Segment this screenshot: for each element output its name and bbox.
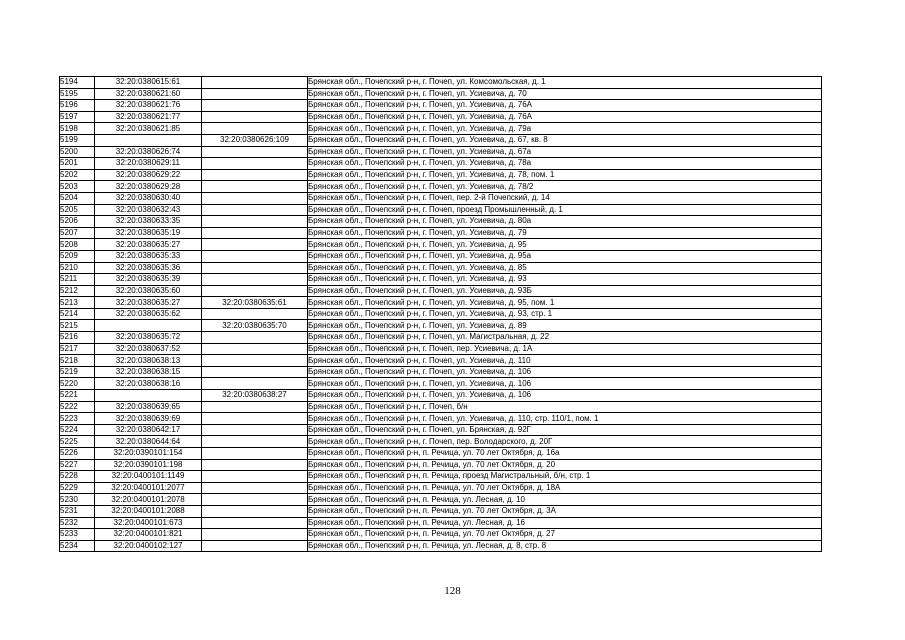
address-cell: Брянская обл., Почепский р-н, п. Речица, ул. Лесная, д. 10 — [308, 494, 822, 506]
address-cell: Брянская обл., Почепский р-н, г. Почеп, ул. Магистральная, д. 22 — [308, 332, 822, 344]
linked-cadastral-number-cell — [202, 448, 308, 460]
linked-cadastral-number-cell — [202, 111, 308, 123]
cadastral-number-cell: 32:20:0400101:673 — [95, 517, 202, 529]
table-row — [60, 332, 822, 344]
row-number-cell: 5210 — [60, 262, 95, 274]
linked-cadastral-number-cell — [202, 181, 308, 193]
table-row — [60, 262, 822, 274]
cadastral-number-cell: 32:20:0400101:2077 — [95, 482, 202, 494]
table-row — [60, 100, 822, 112]
row-number-cell: 5229 — [60, 482, 95, 494]
linked-cadastral-number-cell — [202, 169, 308, 181]
table-row — [60, 181, 822, 193]
linked-cadastral-number-cell — [202, 482, 308, 494]
table-row — [60, 158, 822, 170]
linked-cadastral-number-cell: 32:20:0380638:27 — [202, 390, 308, 402]
linked-cadastral-number-cell — [202, 262, 308, 274]
cadastral-number-cell: 32:20:0380621:77 — [95, 111, 202, 123]
cadastral-number-cell: 32:20:0400101:821 — [95, 529, 202, 541]
row-number-cell: 5230 — [60, 494, 95, 506]
linked-cadastral-number-cell — [202, 505, 308, 517]
cadastral-number-cell: 32:20:0380642:17 — [95, 424, 202, 436]
row-number-cell: 5201 — [60, 158, 95, 170]
table-row — [60, 505, 822, 517]
row-number-cell: 5204 — [60, 192, 95, 204]
cadastral-number-cell: 32:20:0380633:35 — [95, 216, 202, 228]
address-cell: Брянская обл., Почепский р-н, г. Почеп, ул. Усиевича, д. 106 — [308, 366, 822, 378]
cadastral-number-cell — [95, 320, 202, 332]
address-cell: Брянская обл., Почепский р-н, г. Почеп, ул. Усиевича, д. 67а — [308, 146, 822, 158]
address-cell: Брянская обл., Почепский р-н, г. Почеп, ул. Усиевича, д. 95, пом. 1 — [308, 297, 822, 309]
table-row — [60, 413, 822, 425]
cadastral-number-cell: 32:20:0380638:16 — [95, 378, 202, 390]
address-cell: Брянская обл., Почепский р-н, г. Почеп, ул. Усиевича, д. 79 — [308, 227, 822, 239]
table-row — [60, 297, 822, 309]
address-cell: Брянская обл., Почепский р-н, г. Почеп, ул. Усиевича, д. 78/2 — [308, 181, 822, 193]
address-cell: Брянская обл., Почепский р-н, г. Почеп, ул. Усиевича, д. 110 — [308, 355, 822, 367]
row-number-cell: 5196 — [60, 100, 95, 112]
linked-cadastral-number-cell — [202, 355, 308, 367]
table-row — [60, 540, 822, 552]
row-number-cell: 5228 — [60, 471, 95, 483]
linked-cadastral-number-cell — [202, 100, 308, 112]
address-cell: Брянская обл., Почепский р-н, п. Речица, ул. 70 лет Октября, д. 3А — [308, 505, 822, 517]
table-row — [60, 77, 822, 89]
table-row — [60, 482, 822, 494]
table-row — [60, 123, 822, 135]
row-number-cell: 5227 — [60, 459, 95, 471]
address-cell: Брянская обл., Почепский р-н, г. Почеп, ул. Брянская, д. 92Г — [308, 424, 822, 436]
cadastral-number-cell — [95, 134, 202, 146]
cadastral-number-cell: 32:20:0380635:39 — [95, 274, 202, 286]
linked-cadastral-number-cell — [202, 343, 308, 355]
table-row — [60, 111, 822, 123]
row-number-cell: 5219 — [60, 366, 95, 378]
address-cell: Брянская обл., Почепский р-н, п. Речица, проезд Магистральный, б/н, стр. 1 — [308, 471, 822, 483]
row-number-cell: 5224 — [60, 424, 95, 436]
row-number-cell: 5207 — [60, 227, 95, 239]
table-row — [60, 227, 822, 239]
table-row — [60, 471, 822, 483]
linked-cadastral-number-cell — [202, 378, 308, 390]
linked-cadastral-number-cell — [202, 401, 308, 413]
cadastral-number-cell: 32:20:0380635:72 — [95, 332, 202, 344]
linked-cadastral-number-cell — [202, 123, 308, 135]
row-number-cell: 5216 — [60, 332, 95, 344]
linked-cadastral-number-cell — [202, 424, 308, 436]
row-number-cell: 5221 — [60, 390, 95, 402]
address-cell: Брянская обл., Почепский р-н, п. Речица, ул. 70 лет Октября, д. 27 — [308, 529, 822, 541]
table-row — [60, 239, 822, 251]
cadastral-number-cell: 32:20:0380621:76 — [95, 100, 202, 112]
address-cell: Брянская обл., Почепский р-н, г. Почеп, ул. Усиевича, д. 93, стр. 1 — [308, 308, 822, 320]
row-number-cell: 5197 — [60, 111, 95, 123]
linked-cadastral-number-cell: 32:20:0380635:61 — [202, 297, 308, 309]
address-cell: Брянская обл., Почепский р-н, г. Почеп, ул. Усиевича, д. 78, пом. 1 — [308, 169, 822, 181]
cadastral-number-cell: 32:20:0380639:69 — [95, 413, 202, 425]
address-cell: Брянская обл., Почепский р-н, г. Почеп, ул. Усиевича, д. 85 — [308, 262, 822, 274]
linked-cadastral-number-cell — [202, 77, 308, 89]
linked-cadastral-number-cell — [202, 158, 308, 170]
cadastral-number-cell: 32:20:0380629:22 — [95, 169, 202, 181]
address-cell: Брянская обл., Почепский р-н, г. Почеп, б/н — [308, 401, 822, 413]
cadastral-number-cell: 32:20:0380635:62 — [95, 308, 202, 320]
linked-cadastral-number-cell — [202, 146, 308, 158]
cadastral-number-cell: 32:20:0380635:33 — [95, 250, 202, 262]
row-number-cell: 5199 — [60, 134, 95, 146]
table-row — [60, 192, 822, 204]
cadastral-number-cell: 32:20:0380621:85 — [95, 123, 202, 135]
address-cell: Брянская обл., Почепский р-н, г. Почеп, проезд Промышленный, д. 1 — [308, 204, 822, 216]
cadastral-number-cell: 32:20:0380635:60 — [95, 285, 202, 297]
table-row — [60, 355, 822, 367]
table-row — [60, 216, 822, 228]
table-row — [60, 274, 822, 286]
cadastral-number-cell: 32:20:0380615:61 — [95, 77, 202, 89]
table-row — [60, 308, 822, 320]
cadastral-number-cell — [95, 390, 202, 402]
cadastral-number-cell: 32:20:0380629:28 — [95, 181, 202, 193]
linked-cadastral-number-cell — [202, 227, 308, 239]
cadastral-number-cell: 32:20:0380621:60 — [95, 88, 202, 100]
linked-cadastral-number-cell — [202, 204, 308, 216]
row-number-cell: 5226 — [60, 448, 95, 460]
row-number-cell: 5208 — [60, 239, 95, 251]
address-cell: Брянская обл., Почепский р-н, г. Почеп, ул. Усиевича, д. 106 — [308, 378, 822, 390]
linked-cadastral-number-cell — [202, 274, 308, 286]
address-cell: Брянская обл., Почепский р-н, г. Почеп, ул. Усиевича, д. 70 — [308, 88, 822, 100]
table-row — [60, 378, 822, 390]
table-row — [60, 343, 822, 355]
cadastral-number-cell: 32:20:0400102:127 — [95, 540, 202, 552]
address-cell: Брянская обл., Почепский р-н, г. Почеп, пер. Усиевича, д. 1А — [308, 343, 822, 355]
address-cell: Брянская обл., Почепский р-н, г. Почеп, ул. Усиевича, д. 76А — [308, 100, 822, 112]
linked-cadastral-number-cell — [202, 494, 308, 506]
linked-cadastral-number-cell: 32:20:0380635:70 — [202, 320, 308, 332]
address-cell: Брянская обл., Почепский р-н, г. Почеп, ул. Усиевича, д. 80а — [308, 216, 822, 228]
linked-cadastral-number-cell — [202, 216, 308, 228]
address-cell: Брянская обл., Почепский р-н, г. Почеп, ул. Усиевича, д. 89 — [308, 320, 822, 332]
address-cell: Брянская обл., Почепский р-н, г. Почеп, ул. Усиевича, д. 106 — [308, 390, 822, 402]
address-cell: Брянская обл., Почепский р-н, г. Почеп, пер. 2-й Почепский, д. 14 — [308, 192, 822, 204]
cadastral-number-cell: 32:20:0400101:1149 — [95, 471, 202, 483]
address-cell: Брянская обл., Почепский р-н, г. Почеп, ул. Усиевича, д. 79а — [308, 123, 822, 135]
cadastral-number-cell: 32:20:0380635:27 — [95, 239, 202, 251]
page-number: 128 — [444, 585, 461, 597]
linked-cadastral-number-cell — [202, 471, 308, 483]
address-cell: Брянская обл., Почепский р-н, г. Почеп, ул. Усиевича, д. 93 — [308, 274, 822, 286]
registry-table-body — [60, 77, 822, 552]
cadastral-number-cell: 32:20:0380635:27 — [95, 297, 202, 309]
table-row — [60, 494, 822, 506]
cadastral-number-cell: 32:20:0390101:154 — [95, 448, 202, 460]
row-number-cell: 5194 — [60, 77, 95, 89]
table-row — [60, 390, 822, 402]
table-row — [60, 448, 822, 460]
table-row — [60, 88, 822, 100]
row-number-cell: 5232 — [60, 517, 95, 529]
linked-cadastral-number-cell — [202, 285, 308, 297]
address-cell: Брянская обл., Почепский р-н, г. Почеп, ул. Усиевича, д. 67, кв. 8 — [308, 134, 822, 146]
address-cell: Брянская обл., Почепский р-н, п. Речица, ул. 70 лет Октября, д. 18А — [308, 482, 822, 494]
address-cell: Брянская обл., Почепский р-н, п. Речица, ул. Лесная, д. 16 — [308, 517, 822, 529]
address-cell: Брянская обл., Почепский р-н, г. Почеп, ул. Комсомольская, д. 1 — [308, 77, 822, 89]
row-number-cell: 5206 — [60, 216, 95, 228]
cadastral-number-cell: 32:20:0380626:74 — [95, 146, 202, 158]
row-number-cell: 5209 — [60, 250, 95, 262]
table-row — [60, 320, 822, 332]
linked-cadastral-number-cell — [202, 250, 308, 262]
cadastral-number-cell: 32:20:0380644:64 — [95, 436, 202, 448]
cadastral-number-cell: 32:20:0400101:2078 — [95, 494, 202, 506]
table-row — [60, 204, 822, 216]
cadastral-number-cell: 32:20:0380637:52 — [95, 343, 202, 355]
table-row — [60, 366, 822, 378]
address-cell: Брянская обл., Почепский р-н, г. Почеп, ул. Усиевича, д. 76А — [308, 111, 822, 123]
cadastral-number-cell: 32:20:0380629:11 — [95, 158, 202, 170]
row-number-cell: 5205 — [60, 204, 95, 216]
cadastral-number-cell: 32:20:0380638:13 — [95, 355, 202, 367]
linked-cadastral-number-cell — [202, 413, 308, 425]
row-number-cell: 5223 — [60, 413, 95, 425]
row-number-cell: 5213 — [60, 297, 95, 309]
table-row — [60, 436, 822, 448]
table-row — [60, 146, 822, 158]
cadastral-number-cell: 32:20:0380639:65 — [95, 401, 202, 413]
row-number-cell: 5215 — [60, 320, 95, 332]
linked-cadastral-number-cell — [202, 540, 308, 552]
cadastral-number-cell: 32:20:0380638:15 — [95, 366, 202, 378]
row-number-cell: 5222 — [60, 401, 95, 413]
table-row — [60, 134, 822, 146]
cadastral-number-cell: 32:20:0380635:19 — [95, 227, 202, 239]
row-number-cell: 5220 — [60, 378, 95, 390]
linked-cadastral-number-cell — [202, 459, 308, 471]
row-number-cell: 5200 — [60, 146, 95, 158]
table-row — [60, 459, 822, 471]
address-cell: Брянская обл., Почепский р-н, г. Почеп, ул. Усиевича, д. 95а — [308, 250, 822, 262]
row-number-cell: 5225 — [60, 436, 95, 448]
row-number-cell: 5212 — [60, 285, 95, 297]
row-number-cell: 5218 — [60, 355, 95, 367]
row-number-cell: 5211 — [60, 274, 95, 286]
address-cell: Брянская обл., Почепский р-н, г. Почеп, ул. Усиевича, д. 78а — [308, 158, 822, 170]
linked-cadastral-number-cell — [202, 88, 308, 100]
linked-cadastral-number-cell — [202, 308, 308, 320]
linked-cadastral-number-cell — [202, 332, 308, 344]
address-cell: Брянская обл., Почепский р-н, г. Почеп, ул. Усиевича, д. 95 — [308, 239, 822, 251]
table-row — [60, 424, 822, 436]
address-cell: Брянская обл., Почепский р-н, г. Почеп, пер. Володарского, д. 20Г — [308, 436, 822, 448]
row-number-cell: 5214 — [60, 308, 95, 320]
address-cell: Брянская обл., Почепский р-н, п. Речица, ул. 70 лет Октября, д. 20 — [308, 459, 822, 471]
registry-table — [59, 76, 822, 552]
table-row — [60, 529, 822, 541]
linked-cadastral-number-cell — [202, 239, 308, 251]
table-row — [60, 169, 822, 181]
table-row — [60, 285, 822, 297]
table-row — [60, 517, 822, 529]
table-row — [60, 250, 822, 262]
cadastral-number-cell: 32:20:0390101:198 — [95, 459, 202, 471]
cadastral-number-cell: 32:20:0380630:40 — [95, 192, 202, 204]
linked-cadastral-number-cell: 32:20:0380626:109 — [202, 134, 308, 146]
linked-cadastral-number-cell — [202, 436, 308, 448]
table-row — [60, 401, 822, 413]
linked-cadastral-number-cell — [202, 366, 308, 378]
row-number-cell: 5202 — [60, 169, 95, 181]
row-number-cell: 5195 — [60, 88, 95, 100]
row-number-cell: 5217 — [60, 343, 95, 355]
row-number-cell: 5233 — [60, 529, 95, 541]
cadastral-number-cell: 32:20:0380632:43 — [95, 204, 202, 216]
address-cell: Брянская обл., Почепский р-н, п. Речица, ул. Лесная, д. 8, стр. 8 — [308, 540, 822, 552]
cadastral-number-cell: 32:20:0400101:2088 — [95, 505, 202, 517]
row-number-cell: 5198 — [60, 123, 95, 135]
address-cell: Брянская обл., Почепский р-н, п. Речица, ул. 70 лет Октября, д. 16а — [308, 448, 822, 460]
linked-cadastral-number-cell — [202, 529, 308, 541]
linked-cadastral-number-cell — [202, 517, 308, 529]
address-cell: Брянская обл., Почепский р-н, г. Почеп, ул. Усиевича, д. 110, стр. 110/1, пом. 1 — [308, 413, 822, 425]
row-number-cell: 5234 — [60, 540, 95, 552]
linked-cadastral-number-cell — [202, 192, 308, 204]
row-number-cell: 5231 — [60, 505, 95, 517]
cadastral-number-cell: 32:20:0380635:36 — [95, 262, 202, 274]
address-cell: Брянская обл., Почепский р-н, г. Почеп, ул. Усиевича, д. 93Б — [308, 285, 822, 297]
row-number-cell: 5203 — [60, 181, 95, 193]
